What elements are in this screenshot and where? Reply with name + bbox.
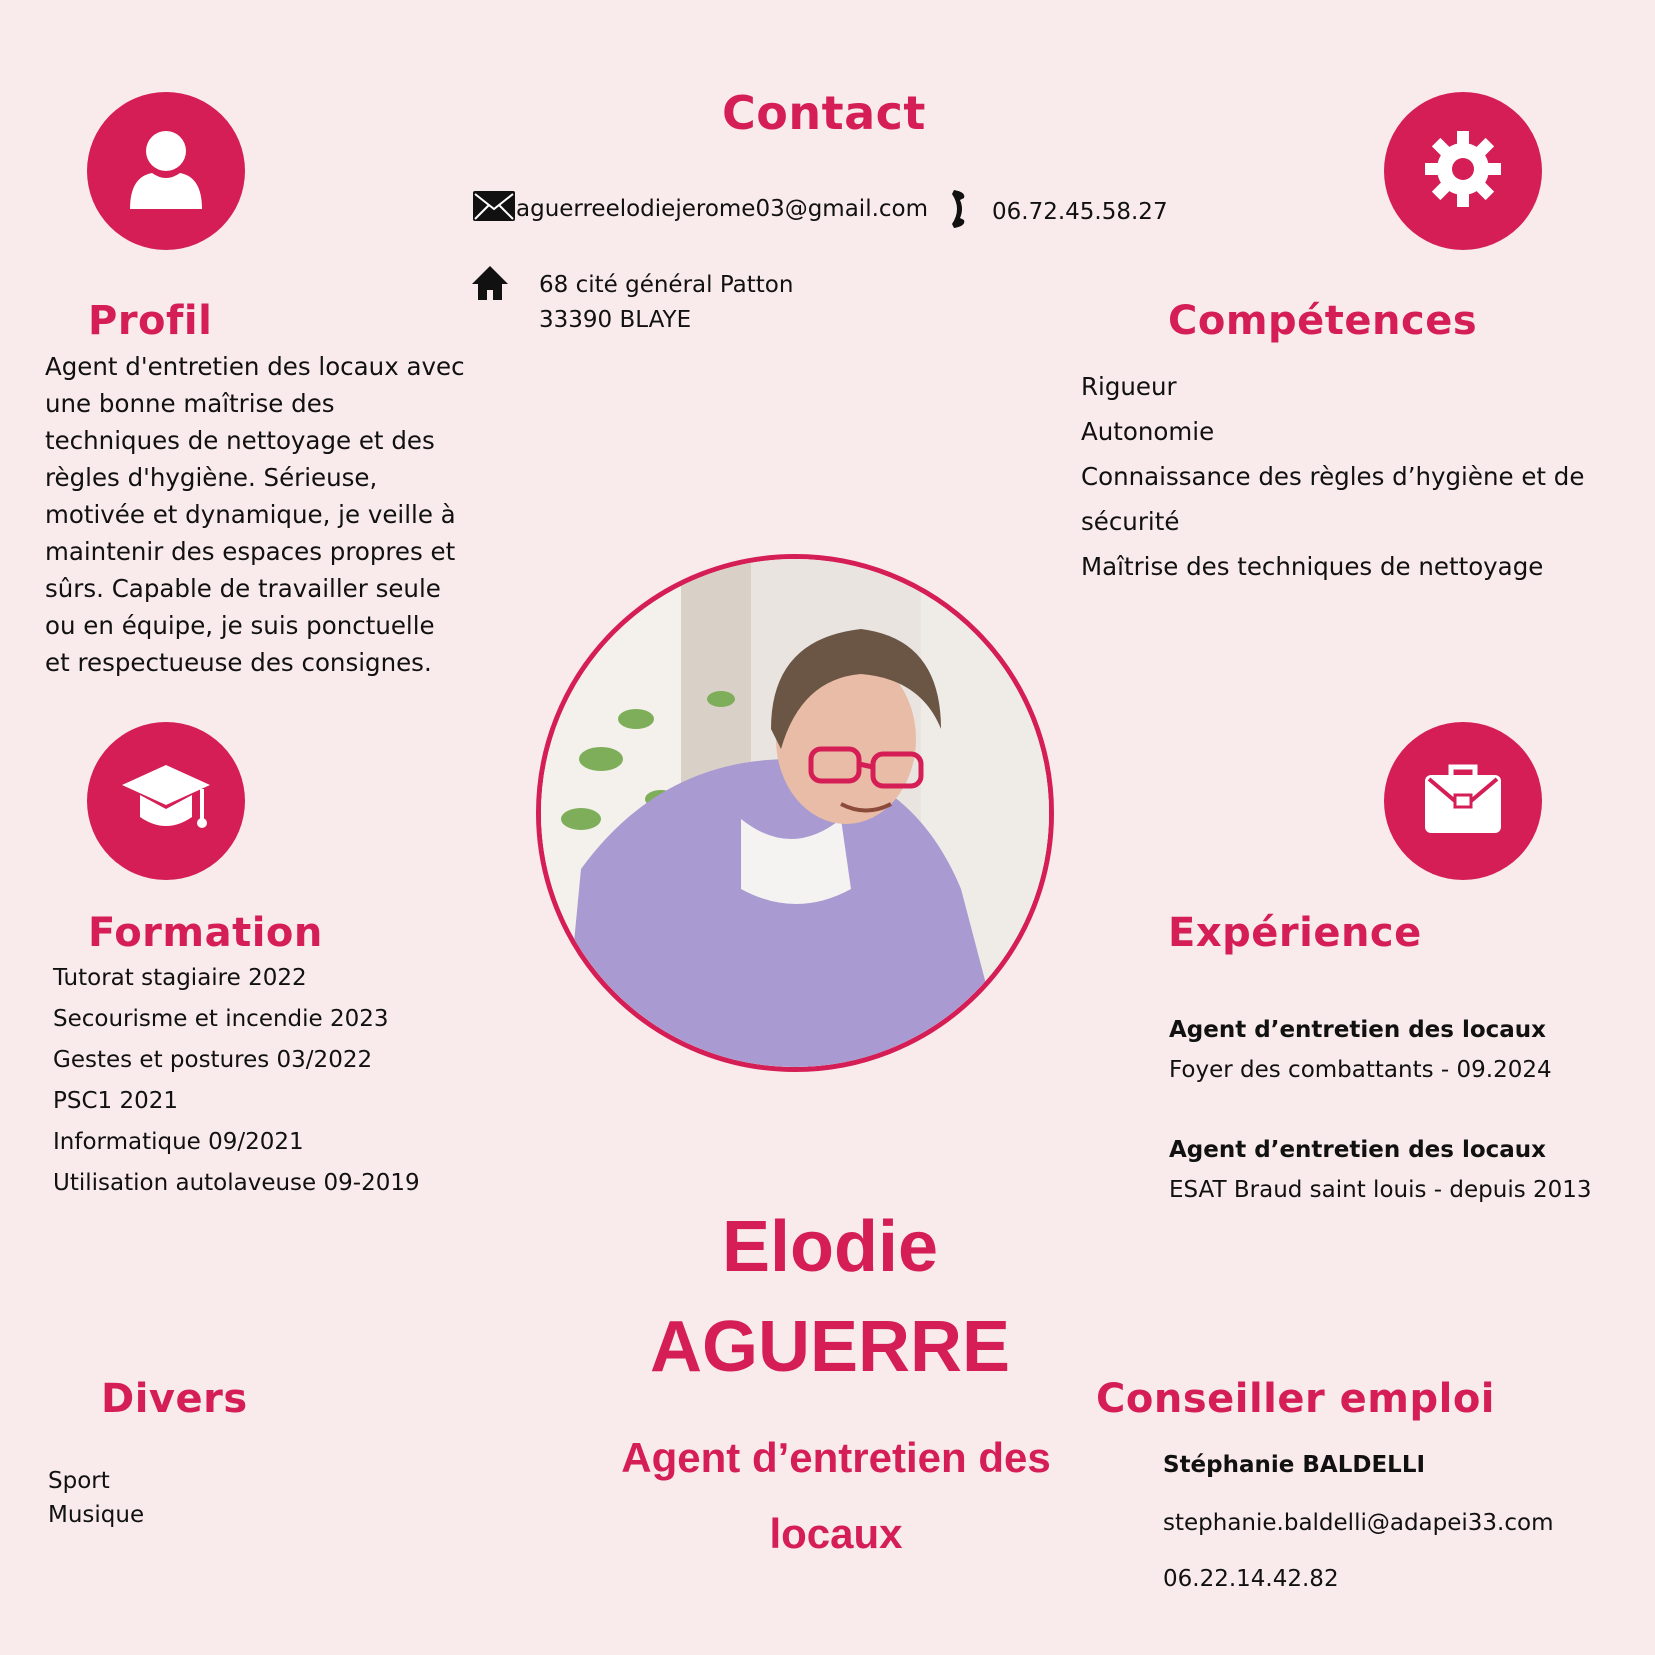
briefcase-icon [1415,751,1511,851]
formation-item: PSC1 2021 [53,1088,179,1114]
gear-icon [1415,121,1511,221]
competences-icon-badge [1384,92,1542,250]
contact-heading: Contact [722,86,926,140]
job-detail: ESAT Braud saint louis - depuis 2013 [1169,1177,1592,1203]
envelope-icon [472,190,516,228]
user-icon [118,121,214,221]
competences-heading: Compétences [1168,298,1478,344]
competence-item: Rigueur [1081,372,1177,401]
job-detail: Foyer des combattants - 09.2024 [1169,1057,1552,1083]
first-name: Elodie [721,1207,939,1287]
home-icon [470,264,510,306]
competences-list [1081,364,1621,589]
conseiller-heading: Conseiller emploi [1096,1376,1496,1422]
experience-heading: Expérience [1168,910,1422,956]
job-title-line-2: locaux [769,1510,903,1557]
last-name: AGUERRE [649,1307,1011,1387]
formation-icon-badge [87,722,245,880]
competence-item: Maîtrise des techniques de nettoyage [1081,552,1544,581]
job-role: Agent d’entretien des locaux [1169,1017,1547,1043]
graduation-cap-icon [118,751,214,851]
conseiller-email[interactable]: stephanie.baldelli@adapei33.com [1163,1510,1554,1536]
experience-icon-badge [1384,722,1542,880]
formation-item: Tutorat stagiaire 2022 [53,965,307,991]
profil-text: Agent d'entretien des locaux avec une bonne maîtrise des techniques de nettoyage et des règles d'hygiène. Sérieuse, motivée et dynamique, je veille à maintenir des espaces propres et sûrs. Capable de travailler seule ou en équipe, je suis ponctuelle et respectueuse des consignes. [45,352,465,677]
formation-list [53,958,420,1204]
competence-item: Connaissance des règles d’hygiène et de sécurité [1081,462,1585,536]
address-line-2: 33390 BLAYE [539,307,692,333]
divers-heading: Divers [101,1376,248,1422]
address-line-1: 68 cité général Patton [539,272,794,298]
profil-icon-badge [87,92,245,250]
phone-icon [948,188,970,236]
profile-photo [536,554,1054,1072]
conseiller-phone[interactable]: 06.22.14.42.82 [1163,1566,1339,1592]
formation-item: Informatique 09/2021 [53,1129,304,1155]
contact-address [539,268,793,338]
experience-job [1169,1010,1552,1090]
contact-email-line [472,190,928,228]
job-role: Agent d’entretien des locaux [1169,1137,1547,1163]
conseiller-name: Stéphanie BALDELLI [1163,1452,1426,1478]
divers-item: Sport [48,1468,110,1494]
competence-item: Autonomie [1081,417,1215,446]
formation-item: Secourisme et incendie 2023 [53,1006,389,1032]
contact-phone-line [948,188,1168,236]
divers-item: Musique [48,1502,145,1528]
job-title-line-1: Agent d’entretien des [621,1434,1051,1481]
formation-item: Utilisation autolaveuse 09-2019 [53,1170,420,1196]
contact-phone[interactable]: 06.72.45.58.27 [992,199,1168,225]
formation-heading: Formation [88,910,323,956]
contact-email[interactable]: aguerreelodiejerome03@gmail.com [516,196,929,222]
formation-item: Gestes et postures 03/2022 [53,1047,373,1073]
experience-job [1169,1130,1592,1210]
divers-list [48,1464,144,1532]
profil-heading: Profil [88,298,213,344]
